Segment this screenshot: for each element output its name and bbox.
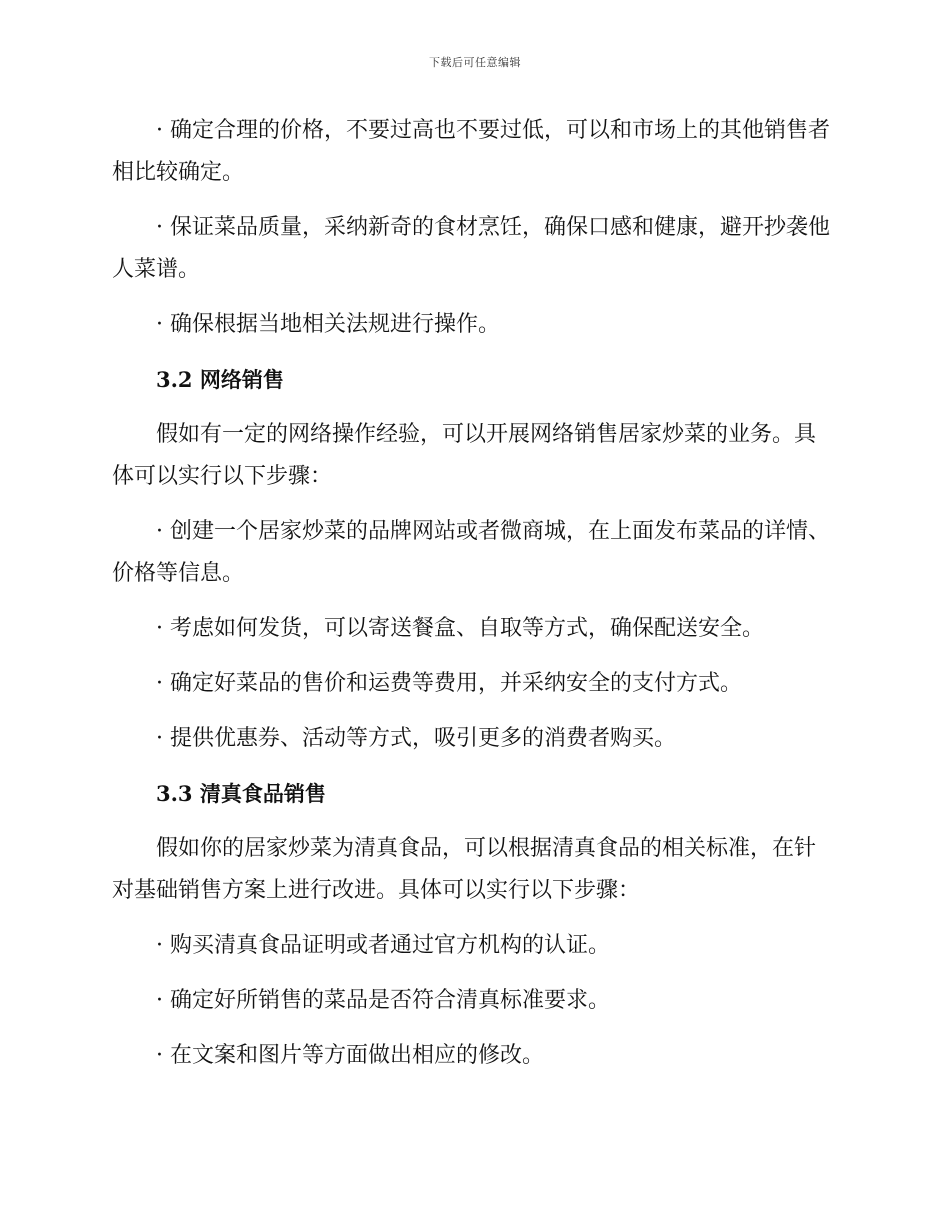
bullet-payment: · 确定好菜品的售价和运费等费用，并采纳安全的支付方式。 — [156, 671, 742, 696]
section-intro-3-3: 假如你的居家炒菜为清真食品，可以根据清真食品的相关标准，在针对基础销售方案上进行改进。具体可以实行以下步骤： — [112, 836, 817, 903]
page-header: 下载后可任意编辑 — [429, 56, 521, 69]
bullet-promotion: · 提供优惠券、活动等方式，吸引更多的消费者购买。 — [156, 726, 676, 751]
bullet-quality: · 保证菜品质量，采纳新奇的食材烹饪，确保口感和健康，避开抄袭他人菜谱。 — [112, 215, 830, 282]
section-intro-3-2: 假如有一定的网络操作经验，可以开展网络销售居家炒菜的业务。具体可以实行以下步骤： — [112, 422, 817, 489]
section-heading-3-2: 3.2 网络销售 — [156, 367, 284, 392]
bullet-copy-images: · 在文案和图片等方面做出相应的修改。 — [156, 1043, 544, 1068]
bullet-website: · 创建一个居家炒菜的品牌网站或者微商城，在上面发布菜品的详情、价格等信息。 — [112, 519, 830, 586]
document-body — [112, 110, 832, 1090]
bullet-shipping: · 考虑如何发货，可以寄送餐盒、自取等方式，确保配送安全。 — [156, 616, 764, 641]
section-heading-3-3: 3.3 清真食品销售 — [156, 781, 326, 806]
bullet-certification: · 购买清真食品证明或者通过官方机构的认证。 — [156, 933, 610, 958]
bullet-price: · 确定合理的价格，不要过高也不要过低，可以和市场上的其他销售者相比较确定。 — [112, 118, 830, 185]
bullet-standard: · 确定好所销售的菜品是否符合清真标准要求。 — [156, 988, 610, 1013]
bullet-regulation: · 确保根据当地相关法规进行操作。 — [156, 312, 500, 337]
